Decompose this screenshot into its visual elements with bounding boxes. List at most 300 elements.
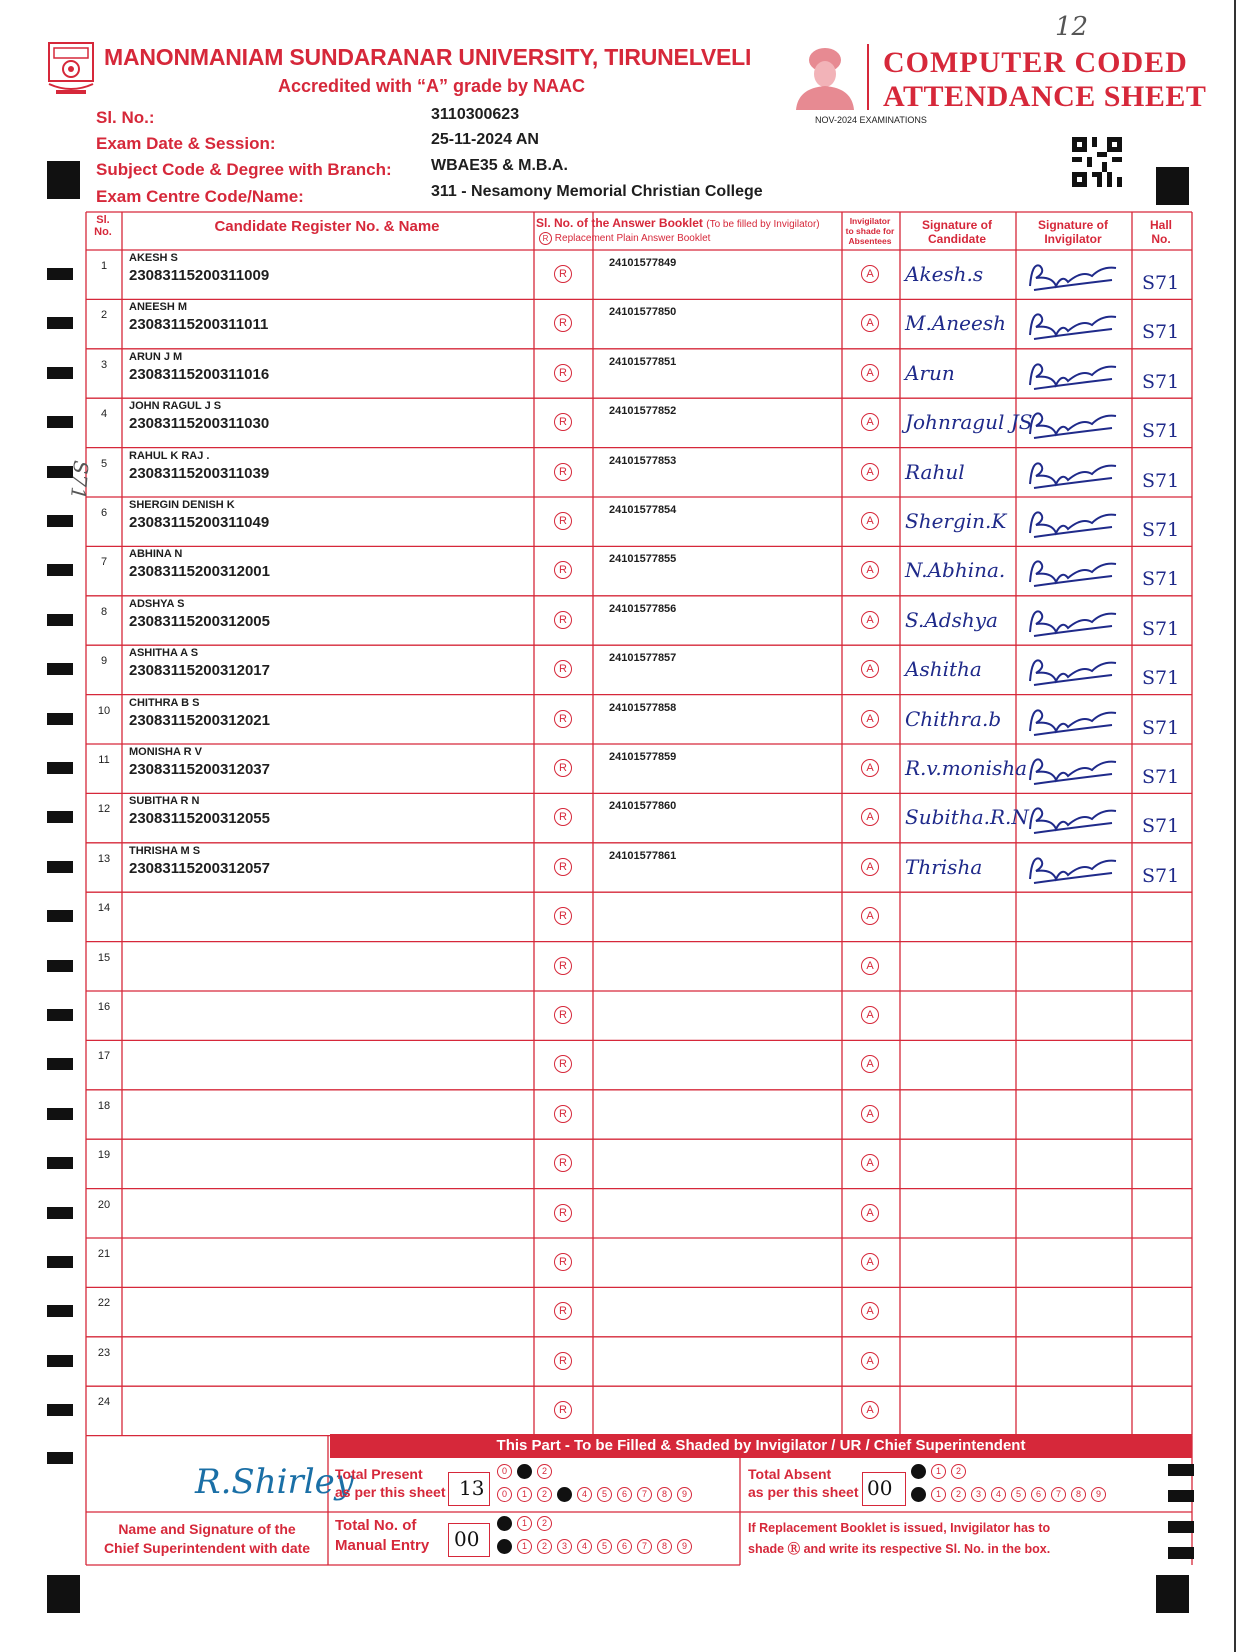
sl-no-label: Sl. No.: xyxy=(96,108,155,127)
candidate-name: ASHITHA A S xyxy=(129,647,199,660)
table-row xyxy=(0,991,1240,1040)
candidate-signature: Johnragul JS xyxy=(905,410,1033,435)
col-header-booklet xyxy=(536,216,842,230)
answer-booklet-no: 24101577851 xyxy=(609,355,677,368)
manual-bubble[interactable] xyxy=(497,1539,512,1554)
replacement-bubble[interactable]: R xyxy=(554,1352,572,1370)
absent-bubble[interactable]: 7 xyxy=(1051,1487,1066,1502)
row-sl-no: 20 xyxy=(97,1198,111,1211)
timing-mark xyxy=(47,861,73,873)
absent-bubble[interactable]: 1 xyxy=(931,1464,946,1479)
replacement-bubble[interactable]: R xyxy=(554,314,572,332)
timing-mark xyxy=(47,1157,73,1169)
row-sl-no: 21 xyxy=(97,1248,111,1260)
subject-code-value: WBAE35 & M.B.A. xyxy=(431,157,568,174)
timing-mark xyxy=(47,416,73,428)
row-sl-no: 7 xyxy=(100,556,108,569)
table-row xyxy=(0,942,1240,991)
hall-no: S71 xyxy=(1142,420,1180,443)
replacement-bubble[interactable]: R xyxy=(554,660,572,678)
total-absent-label-line2: as per this sheet xyxy=(748,1484,859,1500)
manual-entry-label-line1: Total No. of xyxy=(335,1517,417,1534)
table-row xyxy=(0,1386,1240,1435)
table-row xyxy=(0,398,1240,447)
candidate-signature: Shergin.K xyxy=(905,509,1007,533)
col-header-replacement xyxy=(539,232,710,245)
sheet-title-line-1: COMPUTER CODED xyxy=(883,46,1188,79)
manual-entry-label xyxy=(335,1516,429,1556)
table-row xyxy=(0,695,1240,744)
invigilator-signature-stroke xyxy=(1030,611,1116,636)
candidate-register-no: 23083115200311030 xyxy=(129,415,270,433)
replacement-bubble[interactable]: R xyxy=(554,858,572,876)
col-header-absentees-line3: Absentees xyxy=(848,236,892,246)
absent-bubble[interactable]: 2 xyxy=(951,1464,966,1479)
manual-bubble[interactable]: 7 xyxy=(637,1539,652,1554)
timing-mark xyxy=(1168,1521,1194,1533)
absent-bubble[interactable]: A xyxy=(861,1154,879,1172)
footer-banner-text: This Part - To be Filled & Shaded by Invigilator / UR / Chief Superintendent xyxy=(496,1437,1026,1454)
replacement-r-icon: R xyxy=(539,232,552,245)
table-row xyxy=(0,1238,1240,1287)
absent-bubble[interactable]: A xyxy=(861,463,879,481)
hall-no: S71 xyxy=(1142,815,1180,838)
row-sl-no: 12 xyxy=(97,803,111,816)
present-bubble[interactable]: 6 xyxy=(617,1487,632,1502)
replacement-note-line1: If Replacement Booklet is issued, Invigilator has to xyxy=(748,1521,1051,1535)
table-row xyxy=(0,744,1240,793)
absent-bubble[interactable]: A xyxy=(861,858,879,876)
absent-bubble[interactable]: 1 xyxy=(931,1487,946,1502)
replacement-bubble[interactable]: R xyxy=(554,759,572,777)
invigilator-signature xyxy=(1022,404,1122,444)
invigilator-signature xyxy=(1022,305,1122,345)
col-header-replacement-text: Replacement Plain Answer Booklet xyxy=(554,233,711,245)
candidate-register-no: 23083115200312037 xyxy=(129,761,270,778)
timing-mark xyxy=(47,1355,73,1367)
hall-no: S71 xyxy=(1142,568,1180,591)
absent-bubble[interactable]: A xyxy=(861,957,879,975)
absent-bubble[interactable]: 6 xyxy=(1031,1487,1046,1502)
col-header-hall xyxy=(1132,218,1190,246)
present-bubble[interactable]: 5 xyxy=(597,1487,612,1502)
absent-bubble[interactable]: 8 xyxy=(1071,1487,1086,1502)
timing-mark xyxy=(1168,1547,1194,1559)
candidate-name: ANEESH M xyxy=(129,301,188,314)
timing-mark xyxy=(47,564,73,576)
hall-no: S71 xyxy=(1142,864,1180,887)
row-sl-no: 9 xyxy=(100,655,108,668)
absent-bubble[interactable] xyxy=(911,1487,926,1502)
row-sl-no: 3 xyxy=(100,358,108,371)
hall-no: S71 xyxy=(1142,370,1180,393)
replacement-bubble[interactable]: R xyxy=(554,512,572,530)
timing-mark xyxy=(47,1207,73,1219)
present-bubble[interactable]: 8 xyxy=(657,1487,672,1502)
accreditation: Accredited with “A” grade by NAAC xyxy=(278,76,586,96)
row-sl-no: 11 xyxy=(98,754,110,766)
total-present-label-line1: Total Present xyxy=(335,1466,423,1482)
total-present-label xyxy=(335,1465,446,1501)
candidate-register-no: 23083115200311016 xyxy=(129,365,270,383)
col-header-booklet-sub: (To be filled by Invigilator) xyxy=(706,219,820,230)
manual-entry-label-line2: Manual Entry xyxy=(335,1537,430,1554)
invigilator-signature xyxy=(1022,750,1122,790)
absent-bubble[interactable]: A xyxy=(861,265,879,283)
absent-bubble[interactable]: 4 xyxy=(991,1487,1006,1502)
invigilator-signature xyxy=(1022,602,1122,642)
candidate-signature: Rahul xyxy=(905,459,965,484)
row-sl-no: 6 xyxy=(100,507,108,519)
row-sl-no: 8 xyxy=(100,605,108,618)
invigilator-signature-stroke xyxy=(1030,315,1116,340)
manual-bubble[interactable]: 4 xyxy=(577,1539,592,1554)
col-header-booklet-title: Sl. No. of the Answer Booklet xyxy=(536,216,703,230)
subject-code-label: Subject Code & Degree with Branch: xyxy=(96,160,392,179)
timing-mark xyxy=(47,811,73,823)
invigilator-signature-stroke xyxy=(1030,463,1116,488)
timing-mark xyxy=(47,1452,73,1464)
table-row xyxy=(0,793,1240,842)
replacement-bubble[interactable]: R xyxy=(554,808,572,826)
col-header-hall-line2: No. xyxy=(1151,232,1171,246)
sl-no-value: 3110300623 xyxy=(431,106,520,123)
row-sl-no: 22 xyxy=(97,1297,111,1310)
replacement-bubble[interactable]: R xyxy=(554,413,572,431)
candidate-register-no: 23083115200312055 xyxy=(129,810,270,828)
absent-bubble[interactable]: 5 xyxy=(1011,1487,1026,1502)
timing-mark xyxy=(47,268,73,280)
row-sl-no: 5 xyxy=(100,457,108,470)
invigilator-signature-stroke xyxy=(1030,858,1116,883)
absent-bubble[interactable]: A xyxy=(861,1055,879,1073)
replacement-bubble[interactable]: R xyxy=(554,1105,572,1123)
candidate-register-no: 23083115200311011 xyxy=(129,316,269,334)
absent-bubble[interactable]: A xyxy=(861,1302,879,1320)
manual-bubble[interactable]: 2 xyxy=(537,1516,552,1531)
hall-no: S71 xyxy=(1142,667,1180,690)
exam-date-value: 25-11-2024 AN xyxy=(431,131,539,148)
answer-booklet-no: 24101577860 xyxy=(609,800,677,813)
candidate-register-no: 23083115200312021 xyxy=(129,711,270,729)
chief-label-line1: Name and Signature of the xyxy=(118,1521,296,1537)
candidate-name: RAHUL K RAJ . xyxy=(129,449,210,462)
invigilator-signature-stroke xyxy=(1030,512,1116,537)
invigilator-signature xyxy=(1022,651,1122,691)
col-header-absentees xyxy=(842,216,898,246)
row-sl-no: 2 xyxy=(100,309,108,322)
candidate-name: ADSHYA S xyxy=(129,597,185,610)
hall-no: S71 xyxy=(1142,519,1180,541)
candidate-register-no: 23083115200311039 xyxy=(129,464,270,482)
replacement-bubble[interactable]: R xyxy=(554,364,572,382)
answer-booklet-no: 24101577849 xyxy=(609,257,677,269)
replacement-bubble[interactable]: R xyxy=(554,710,572,728)
table-row xyxy=(0,1139,1240,1188)
absent-bubble[interactable]: A xyxy=(861,512,879,530)
present-bubble[interactable]: 7 xyxy=(637,1487,652,1502)
table-row xyxy=(0,299,1240,348)
table-row xyxy=(0,546,1240,595)
total-absent-label xyxy=(748,1465,859,1501)
invigilator-signature xyxy=(1022,552,1122,592)
absent-bubble[interactable]: A xyxy=(861,660,879,678)
candidate-register-no: 23083115200312001 xyxy=(129,563,270,581)
timing-mark xyxy=(47,663,73,675)
candidate-signature: S.Adshya xyxy=(905,607,998,632)
table-row xyxy=(0,843,1240,892)
manual-bubble[interactable] xyxy=(497,1516,512,1531)
replacement-bubble[interactable]: R xyxy=(554,1055,572,1073)
replacement-bubble[interactable]: R xyxy=(554,957,572,975)
col-header-absentees-line1: Invigilator xyxy=(849,216,891,226)
candidate-signature: R.v.monisha xyxy=(905,756,1028,780)
university-name: MANONMANIAM SUNDARANAR UNIVERSITY, TIRUNELVELI xyxy=(104,44,752,70)
candidate-name: AKESH S xyxy=(129,252,178,264)
timing-mark xyxy=(47,614,73,626)
candidate-register-no: 23083115200311009 xyxy=(129,267,270,284)
table-row xyxy=(0,1189,1240,1238)
total-absent-label-line1: Total Absent xyxy=(748,1466,832,1482)
row-sl-no: 13 xyxy=(97,852,111,865)
manual-entry-value: 00 xyxy=(454,1527,480,1551)
present-bubble[interactable]: 1 xyxy=(517,1487,532,1502)
answer-booklet-no: 24101577853 xyxy=(609,454,677,467)
chief-label-line2: Chief Superintendent with date xyxy=(103,1540,311,1556)
absent-bubble[interactable]: A xyxy=(861,907,879,925)
invigilator-signature xyxy=(1022,849,1122,889)
candidate-name: JOHN RAGUL J S xyxy=(129,400,222,413)
answer-booklet-no: 24101577859 xyxy=(609,751,677,763)
table-row xyxy=(0,497,1240,546)
replacement-bubble[interactable]: R xyxy=(554,1253,572,1271)
table-row xyxy=(0,349,1240,398)
candidate-name: MONISHA R V xyxy=(129,746,202,758)
absent-bubble[interactable]: A xyxy=(861,413,879,431)
candidate-register-no: 23083115200311049 xyxy=(129,514,270,531)
present-bubble[interactable]: 9 xyxy=(677,1487,692,1502)
absent-bubble[interactable]: A xyxy=(861,561,879,579)
candidate-signature: Arun xyxy=(905,360,955,385)
candidate-name: ABHINA N xyxy=(129,548,183,561)
invigilator-signature-stroke xyxy=(1030,562,1116,587)
candidate-signature: Subitha.R.N xyxy=(905,805,1029,830)
replacement-note-line2: shade Ⓡ and write its respective Sl. No. in the box. xyxy=(748,1542,1051,1556)
candidate-name: SUBITHA R N xyxy=(129,795,200,808)
absent-bubble[interactable]: A xyxy=(861,611,879,629)
manual-bubble[interactable]: 1 xyxy=(517,1539,532,1554)
col-header-sig-candidate-line2: Candidate xyxy=(927,232,986,246)
candidate-signature: Akesh.s xyxy=(905,262,984,286)
timing-mark xyxy=(47,515,73,527)
hall-no: S71 xyxy=(1142,766,1180,788)
invigilator-signature-stroke xyxy=(1030,809,1116,834)
absent-bubble[interactable]: A xyxy=(861,364,879,382)
invigilator-signature-stroke xyxy=(1030,265,1116,290)
present-bubble[interactable]: 0 xyxy=(497,1487,512,1502)
row-sl-no: 17 xyxy=(97,1050,111,1063)
timing-mark xyxy=(47,713,73,725)
answer-booklet-no: 24101577854 xyxy=(609,504,677,516)
chief-label xyxy=(86,1520,328,1558)
row-sl-no: 4 xyxy=(100,408,108,421)
replacement-bubble[interactable]: R xyxy=(554,611,572,629)
sheet-title-line-2: ATTENDANCE SHEET xyxy=(883,80,1207,113)
absent-bubble[interactable]: 3 xyxy=(971,1487,986,1502)
table-row xyxy=(0,1287,1240,1336)
absent-bubble[interactable]: A xyxy=(861,1006,879,1024)
manual-bubble[interactable]: 9 xyxy=(677,1539,692,1554)
row-sl-no: 19 xyxy=(97,1149,111,1162)
timing-mark xyxy=(47,1305,73,1317)
timing-mark xyxy=(47,960,73,972)
invigilator-signature-stroke xyxy=(1030,661,1116,686)
timing-mark xyxy=(1168,1464,1194,1476)
manual-bubble[interactable]: 1 xyxy=(517,1516,532,1531)
invigilator-signature xyxy=(1022,355,1122,395)
absent-bubble[interactable]: A xyxy=(861,314,879,332)
table-row xyxy=(0,645,1240,694)
candidate-name: SHERGIN DENISH K xyxy=(129,499,235,511)
hall-no: S71 xyxy=(1142,321,1180,344)
present-bubble[interactable] xyxy=(517,1464,532,1479)
replacement-bubble[interactable]: R xyxy=(554,561,572,579)
invigilator-signature xyxy=(1022,454,1122,494)
table-row xyxy=(0,1337,1240,1386)
invigilator-signature-stroke xyxy=(1030,414,1116,439)
invigilator-signature-stroke xyxy=(1030,759,1116,784)
row-sl-no: 14 xyxy=(97,902,111,915)
table-row xyxy=(0,596,1240,645)
exam-centre-label: Exam Centre Code/Name: xyxy=(96,187,304,206)
present-bubble[interactable]: 0 xyxy=(497,1464,512,1479)
candidate-register-no: 23083115200312005 xyxy=(129,612,270,630)
answer-booklet-no: 24101577852 xyxy=(609,405,677,418)
absent-bubble[interactable] xyxy=(911,1464,926,1479)
candidate-signature: Ashitha xyxy=(905,657,982,682)
timing-mark xyxy=(47,762,73,774)
timing-mark xyxy=(47,1058,73,1070)
candidate-name: CHITHRA B S xyxy=(129,696,200,709)
replacement-bubble[interactable]: R xyxy=(554,1154,572,1172)
invigilator-signature xyxy=(1022,799,1122,839)
invigilator-signature xyxy=(1022,503,1122,543)
page-note: 12 xyxy=(1055,12,1089,42)
answer-booklet-no: 24101577856 xyxy=(609,602,677,615)
table-row xyxy=(0,448,1240,497)
row-sl-no: 23 xyxy=(97,1346,111,1359)
absent-bubble[interactable]: A xyxy=(861,710,879,728)
col-header-sig-invigilator xyxy=(1016,218,1130,246)
candidate-register-no: 23083115200312017 xyxy=(129,662,270,680)
invigilator-signature-stroke xyxy=(1030,364,1116,389)
row-sl-no: 10 xyxy=(97,704,111,717)
manual-bubble[interactable]: 3 xyxy=(557,1539,572,1554)
present-bubble[interactable] xyxy=(557,1487,572,1502)
exam-centre-value: 311 - Nesamony Memorial Christian College xyxy=(431,183,763,200)
timing-mark xyxy=(47,317,73,329)
absent-bubble[interactable]: A xyxy=(861,759,879,777)
examinations-label: NOV-2024 EXAMINATIONS xyxy=(815,115,927,125)
col-header-sig-invigilator-line1: Signature of xyxy=(1037,218,1108,232)
candidate-name: ARUN J M xyxy=(129,350,183,363)
candidate-name: THRISHA M S xyxy=(129,844,201,857)
chief-signature: R.Shirley xyxy=(195,1462,354,1502)
hall-no: S71 xyxy=(1142,469,1180,492)
present-bubble[interactable]: 2 xyxy=(537,1464,552,1479)
table-row xyxy=(0,1090,1240,1139)
row-sl-no: 15 xyxy=(97,951,111,964)
absent-bubble[interactable]: A xyxy=(861,1253,879,1271)
col-header-sig-invigilator-line2: Invigilator xyxy=(1044,232,1102,246)
present-bubble[interactable]: 4 xyxy=(577,1487,592,1502)
timing-mark xyxy=(47,1108,73,1120)
hall-no: S71 xyxy=(1142,617,1180,640)
candidate-signature: Thrisha xyxy=(905,854,983,879)
table-row xyxy=(0,1040,1240,1089)
replacement-bubble[interactable]: R xyxy=(554,463,572,481)
total-present-value: 13 xyxy=(459,1476,485,1500)
col-header-sig-candidate xyxy=(900,218,1014,246)
row-sl-no: 16 xyxy=(97,1001,111,1013)
timing-mark xyxy=(47,1404,73,1416)
replacement-bubble[interactable]: R xyxy=(554,1204,572,1222)
exam-date-label: Exam Date & Session: xyxy=(96,134,276,153)
replacement-bubble[interactable]: R xyxy=(554,1401,572,1419)
absent-bubble[interactable]: A xyxy=(861,1204,879,1222)
replacement-bubble[interactable]: R xyxy=(554,1302,572,1320)
row-sl-no: 1 xyxy=(100,260,108,272)
absent-bubble[interactable]: 9 xyxy=(1091,1487,1106,1502)
col-header-candidate: Candidate Register No. & Name xyxy=(214,218,440,235)
timing-mark xyxy=(47,367,73,379)
manual-bubble[interactable]: 6 xyxy=(617,1539,632,1554)
invigilator-signature-stroke xyxy=(1030,710,1116,735)
present-bubble[interactable]: 2 xyxy=(537,1487,552,1502)
candidate-register-no: 23083115200312057 xyxy=(129,859,270,877)
replacement-bubble[interactable]: R xyxy=(554,265,572,283)
hall-no: S71 xyxy=(1142,716,1180,739)
absent-bubble[interactable]: A xyxy=(861,808,879,826)
answer-booklet-no: 24101577850 xyxy=(609,306,677,319)
absent-bubble[interactable]: A xyxy=(861,1352,879,1370)
col-header-absentees-line2: to shade for xyxy=(845,226,895,236)
invigilator-signature xyxy=(1022,701,1122,741)
manual-bubble[interactable]: 2 xyxy=(537,1539,552,1554)
row-sl-no: 18 xyxy=(97,1099,111,1112)
invigilator-signature xyxy=(1022,256,1122,296)
col-header-sl-no: Sl. No. xyxy=(94,214,112,238)
replacement-bubble[interactable]: R xyxy=(554,1006,572,1024)
timing-mark xyxy=(47,1256,73,1268)
replacement-note xyxy=(748,1518,1050,1560)
replacement-bubble[interactable]: R xyxy=(554,907,572,925)
absent-bubble[interactable]: A xyxy=(861,1105,879,1123)
timing-mark xyxy=(47,1009,73,1021)
candidate-signature: N.Abhina. xyxy=(905,558,1006,583)
margin-note: S71 xyxy=(65,459,94,501)
manual-bubble[interactable]: 8 xyxy=(657,1539,672,1554)
col-header-sig-candidate-line1: Signature of xyxy=(921,218,992,232)
table-row xyxy=(0,892,1240,941)
answer-booklet-no: 24101577857 xyxy=(609,652,677,665)
table-row xyxy=(0,250,1240,299)
total-present-label-line2: as per this sheet xyxy=(335,1484,446,1500)
timing-mark xyxy=(47,910,73,922)
absent-bubble[interactable]: 2 xyxy=(951,1487,966,1502)
manual-bubble[interactable]: 5 xyxy=(597,1539,612,1554)
absent-bubble[interactable]: A xyxy=(861,1401,879,1419)
